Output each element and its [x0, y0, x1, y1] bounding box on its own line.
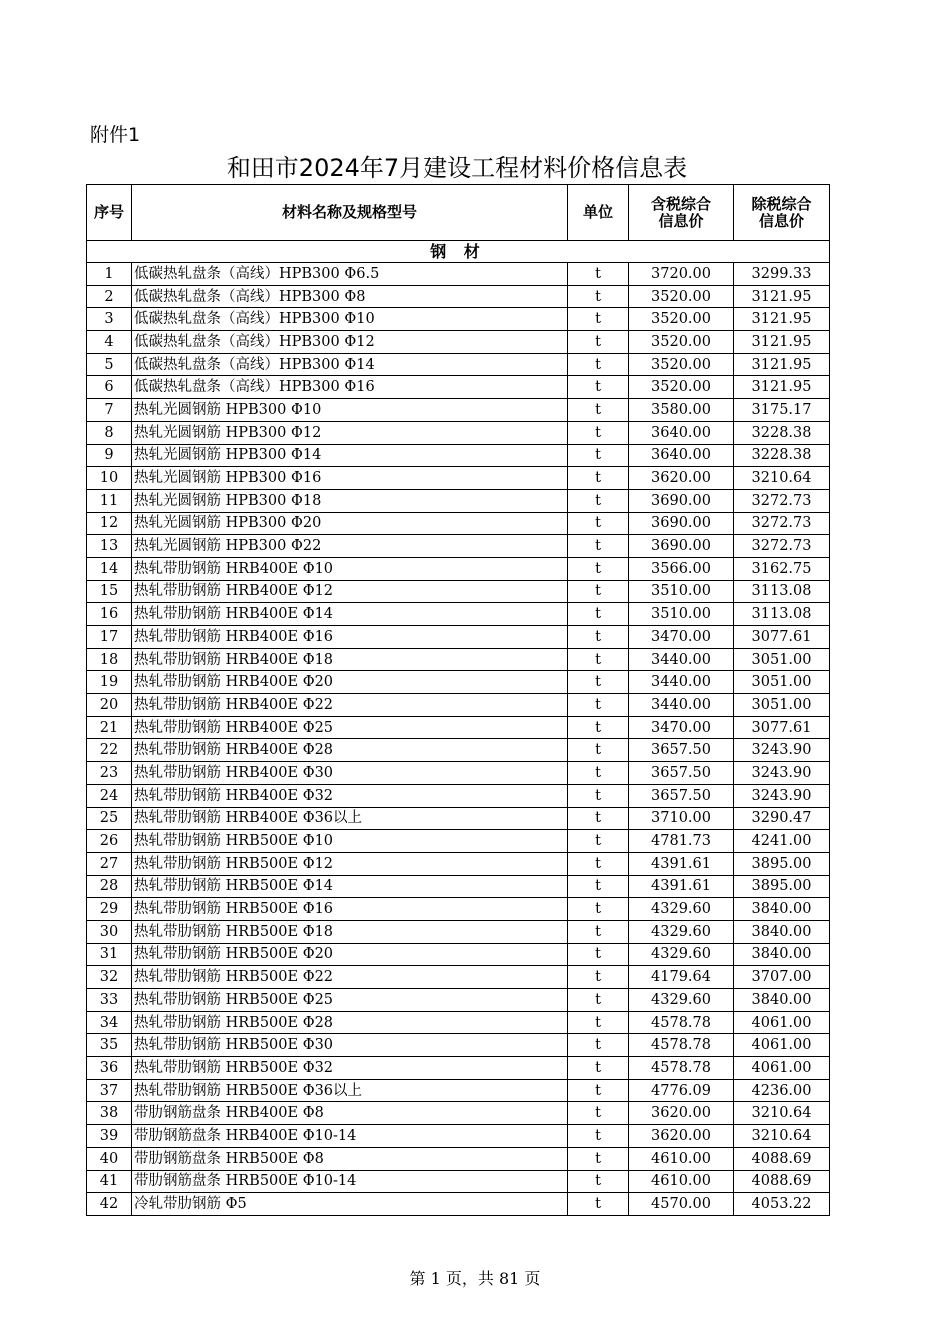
cell-no: 21 [87, 716, 132, 739]
table-row [87, 739, 830, 762]
table-row [87, 535, 830, 558]
cell-unit: t [568, 875, 629, 898]
cell-no: 34 [87, 1011, 132, 1034]
cell-name: 热轧带肋钢筋 HRB500E Φ10 [132, 830, 568, 853]
cell-unit: t [568, 762, 629, 785]
cell-price-notax: 3243.90 [734, 739, 830, 762]
cell-no: 38 [87, 1102, 132, 1125]
cell-unit: t [568, 444, 629, 467]
cell-price-notax: 3210.64 [734, 467, 830, 490]
cell-name: 热轧带肋钢筋 HRB400E Φ22 [132, 694, 568, 717]
column-header-price-tax [629, 185, 734, 241]
cell-price-notax: 3840.00 [734, 898, 830, 921]
column-header-price-notax-line1: 除税综合 [751, 194, 812, 213]
cell-unit: t [568, 1193, 629, 1216]
cell-name: 热轧带肋钢筋 HRB500E Φ16 [132, 898, 568, 921]
cell-price-notax: 4061.00 [734, 1034, 830, 1057]
cell-price-tax: 4578.78 [629, 1011, 734, 1034]
table-row [87, 285, 830, 308]
cell-name: 热轧带肋钢筋 HRB400E Φ10 [132, 557, 568, 580]
cell-name: 热轧光圆钢筋 HPB300 Φ20 [132, 512, 568, 535]
table-row [87, 1011, 830, 1034]
cell-name: 带肋钢筋盘条 HRB500E Φ10-14 [132, 1170, 568, 1193]
cell-unit: t [568, 331, 629, 354]
cell-no: 10 [87, 467, 132, 490]
cell-no: 7 [87, 399, 132, 422]
cell-unit: t [568, 512, 629, 535]
cell-price-tax: 4329.60 [629, 920, 734, 943]
cell-name: 低碳热轧盘条（高线）HPB300 Φ6.5 [132, 263, 568, 286]
cell-price-tax: 3620.00 [629, 467, 734, 490]
cell-price-notax: 4241.00 [734, 830, 830, 853]
cell-no: 36 [87, 1057, 132, 1080]
cell-no: 1 [87, 263, 132, 286]
cell-price-notax: 3077.61 [734, 626, 830, 649]
table-row [87, 1102, 830, 1125]
cell-unit: t [568, 603, 629, 626]
cell-no: 13 [87, 535, 132, 558]
cell-unit: t [568, 467, 629, 490]
cell-price-notax: 4061.00 [734, 1011, 830, 1034]
cell-no: 41 [87, 1170, 132, 1193]
table-row [87, 421, 830, 444]
cell-unit: t [568, 1170, 629, 1193]
cell-price-tax: 3520.00 [629, 308, 734, 331]
cell-price-tax: 4391.61 [629, 852, 734, 875]
cell-no: 23 [87, 762, 132, 785]
cell-no: 8 [87, 421, 132, 444]
column-header-name: 材料名称及规格型号 [132, 185, 568, 241]
cell-no: 40 [87, 1147, 132, 1170]
cell-price-notax: 4053.22 [734, 1193, 830, 1216]
cell-price-tax: 3566.00 [629, 557, 734, 580]
column-header-price-notax-line2: 信息价 [758, 211, 804, 230]
cell-price-notax: 3243.90 [734, 784, 830, 807]
cell-unit: t [568, 626, 629, 649]
cell-no: 3 [87, 308, 132, 331]
cell-name: 带肋钢筋盘条 HRB500E Φ8 [132, 1147, 568, 1170]
cell-unit: t [568, 1079, 629, 1102]
cell-price-tax: 4570.00 [629, 1193, 734, 1216]
cell-unit: t [568, 1102, 629, 1125]
cell-unit: t [568, 920, 629, 943]
cell-no: 17 [87, 626, 132, 649]
cell-no: 27 [87, 852, 132, 875]
page-title: 和田市2024年7月建设工程材料价格信息表 [226, 154, 688, 182]
cell-price-tax: 4578.78 [629, 1034, 734, 1057]
table-row [87, 489, 830, 512]
cell-price-notax: 3895.00 [734, 852, 830, 875]
cell-price-tax: 3620.00 [629, 1102, 734, 1125]
table-row [87, 263, 830, 286]
cell-price-tax: 4329.60 [629, 943, 734, 966]
table-row [87, 920, 830, 943]
cell-price-tax: 4781.73 [629, 830, 734, 853]
cell-name: 低碳热轧盘条（高线）HPB300 Φ8 [132, 285, 568, 308]
cell-price-notax: 3210.64 [734, 1125, 830, 1148]
cell-price-tax: 3657.50 [629, 762, 734, 785]
cell-price-notax: 3210.64 [734, 1102, 830, 1125]
cell-no: 4 [87, 331, 132, 354]
cell-price-tax: 3440.00 [629, 671, 734, 694]
table-row [87, 399, 830, 422]
cell-name: 热轧带肋钢筋 HRB500E Φ18 [132, 920, 568, 943]
cell-name: 热轧带肋钢筋 HRB400E Φ12 [132, 580, 568, 603]
cell-price-tax: 3580.00 [629, 399, 734, 422]
table-row [87, 716, 830, 739]
cell-no: 14 [87, 557, 132, 580]
cell-price-tax: 3470.00 [629, 716, 734, 739]
cell-price-notax: 4061.00 [734, 1057, 830, 1080]
cell-price-tax: 4179.64 [629, 966, 734, 989]
cell-unit: t [568, 830, 629, 853]
column-header-no: 序号 [87, 185, 132, 241]
table-row [87, 943, 830, 966]
table-row [87, 1147, 830, 1170]
cell-no: 28 [87, 875, 132, 898]
cell-price-notax: 3077.61 [734, 716, 830, 739]
cell-unit: t [568, 1057, 629, 1080]
cell-name: 热轧带肋钢筋 HRB400E Φ14 [132, 603, 568, 626]
table-row [87, 1170, 830, 1193]
cell-no: 32 [87, 966, 132, 989]
cell-price-tax: 3510.00 [629, 580, 734, 603]
cell-name: 热轧带肋钢筋 HRB400E Φ18 [132, 648, 568, 671]
table-row [87, 830, 830, 853]
cell-unit: t [568, 989, 629, 1012]
table-row [87, 331, 830, 354]
cell-price-notax: 3175.17 [734, 399, 830, 422]
cell-unit: t [568, 671, 629, 694]
cell-name: 热轧带肋钢筋 HRB500E Φ20 [132, 943, 568, 966]
cell-price-notax: 3121.95 [734, 331, 830, 354]
cell-name: 热轧带肋钢筋 HRB400E Φ16 [132, 626, 568, 649]
cell-name: 热轧带肋钢筋 HRB400E Φ30 [132, 762, 568, 785]
cell-no: 25 [87, 807, 132, 830]
section-title: 钢 材 [87, 241, 830, 263]
cell-price-notax: 4236.00 [734, 1079, 830, 1102]
cell-no: 31 [87, 943, 132, 966]
cell-price-tax: 3657.50 [629, 739, 734, 762]
cell-name: 热轧光圆钢筋 HPB300 Φ22 [132, 535, 568, 558]
cell-unit: t [568, 943, 629, 966]
cell-name: 带肋钢筋盘条 HRB400E Φ8 [132, 1102, 568, 1125]
cell-name: 热轧光圆钢筋 HPB300 Φ18 [132, 489, 568, 512]
cell-price-notax: 3121.95 [734, 308, 830, 331]
table-row [87, 512, 830, 535]
cell-price-notax: 3272.73 [734, 489, 830, 512]
cell-price-tax: 3720.00 [629, 263, 734, 286]
cell-name: 热轧光圆钢筋 HPB300 Φ10 [132, 399, 568, 422]
cell-price-notax: 3272.73 [734, 512, 830, 535]
cell-no: 22 [87, 739, 132, 762]
cell-no: 5 [87, 353, 132, 376]
cell-unit: t [568, 580, 629, 603]
cell-unit: t [568, 421, 629, 444]
cell-price-tax: 3470.00 [629, 626, 734, 649]
attachment-label: 附件1 [90, 124, 141, 146]
table-row [87, 898, 830, 921]
cell-unit: t [568, 966, 629, 989]
cell-unit: t [568, 716, 629, 739]
cell-unit: t [568, 399, 629, 422]
cell-name: 低碳热轧盘条（高线）HPB300 Φ10 [132, 308, 568, 331]
table-row [87, 603, 830, 626]
cell-price-tax: 3690.00 [629, 512, 734, 535]
cell-name: 低碳热轧盘条（高线）HPB300 Φ14 [132, 353, 568, 376]
cell-price-notax: 3051.00 [734, 694, 830, 717]
cell-price-notax: 3895.00 [734, 875, 830, 898]
cell-price-tax: 3640.00 [629, 421, 734, 444]
cell-price-tax: 4329.60 [629, 898, 734, 921]
column-header-price-notax [734, 185, 830, 241]
cell-price-tax: 3520.00 [629, 285, 734, 308]
cell-price-tax: 3520.00 [629, 353, 734, 376]
cell-price-notax: 3840.00 [734, 943, 830, 966]
cell-unit: t [568, 1125, 629, 1148]
cell-price-notax: 3228.38 [734, 421, 830, 444]
cell-unit: t [568, 285, 629, 308]
table-row [87, 557, 830, 580]
cell-unit: t [568, 852, 629, 875]
cell-price-tax: 4578.78 [629, 1057, 734, 1080]
cell-price-notax: 3121.95 [734, 285, 830, 308]
cell-unit: t [568, 694, 629, 717]
cell-no: 15 [87, 580, 132, 603]
table-row [87, 852, 830, 875]
cell-unit: t [568, 1034, 629, 1057]
cell-unit: t [568, 1011, 629, 1034]
cell-name: 热轧带肋钢筋 HRB500E Φ28 [132, 1011, 568, 1034]
cell-unit: t [568, 739, 629, 762]
cell-price-tax: 3440.00 [629, 648, 734, 671]
cell-price-tax: 3510.00 [629, 603, 734, 626]
cell-no: 33 [87, 989, 132, 1012]
column-header-price-tax-line2: 信息价 [658, 211, 704, 230]
cell-price-tax: 3710.00 [629, 807, 734, 830]
table-row [87, 989, 830, 1012]
cell-unit: t [568, 807, 629, 830]
cell-no: 12 [87, 512, 132, 535]
cell-price-notax: 3121.95 [734, 376, 830, 399]
cell-price-notax: 3051.00 [734, 671, 830, 694]
price-table [86, 184, 830, 1216]
table-row [87, 580, 830, 603]
cell-unit: t [568, 489, 629, 512]
table-row [87, 376, 830, 399]
cell-price-notax: 3228.38 [734, 444, 830, 467]
cell-price-tax: 4776.09 [629, 1079, 734, 1102]
page-footer: 第 1 页，共 81 页 [409, 1269, 541, 1288]
cell-price-notax: 3299.33 [734, 263, 830, 286]
cell-price-notax: 3272.73 [734, 535, 830, 558]
cell-unit: t [568, 784, 629, 807]
column-header-price-tax-line1: 含税综合 [650, 194, 711, 213]
cell-name: 热轧带肋钢筋 HRB500E Φ36以上 [132, 1079, 568, 1102]
table-row [87, 648, 830, 671]
table-row [87, 626, 830, 649]
cell-no: 37 [87, 1079, 132, 1102]
table-row [87, 444, 830, 467]
cell-no: 11 [87, 489, 132, 512]
cell-unit: t [568, 308, 629, 331]
cell-price-notax: 4088.69 [734, 1170, 830, 1193]
table-row [87, 308, 830, 331]
cell-price-notax: 3121.95 [734, 353, 830, 376]
cell-price-tax: 4610.00 [629, 1170, 734, 1193]
section-row [87, 241, 830, 263]
cell-unit: t [568, 898, 629, 921]
cell-name: 热轧带肋钢筋 HRB400E Φ36以上 [132, 807, 568, 830]
cell-no: 24 [87, 784, 132, 807]
cell-no: 35 [87, 1034, 132, 1057]
cell-unit: t [568, 1147, 629, 1170]
cell-no: 29 [87, 898, 132, 921]
table-row [87, 1034, 830, 1057]
cell-name: 热轧带肋钢筋 HRB500E Φ22 [132, 966, 568, 989]
table-row [87, 966, 830, 989]
cell-unit: t [568, 376, 629, 399]
cell-no: 9 [87, 444, 132, 467]
cell-price-tax: 4610.00 [629, 1147, 734, 1170]
cell-price-tax: 4391.61 [629, 875, 734, 898]
cell-name: 带肋钢筋盘条 HRB400E Φ10-14 [132, 1125, 568, 1148]
cell-price-tax: 3657.50 [629, 784, 734, 807]
cell-name: 热轧带肋钢筋 HRB500E Φ12 [132, 852, 568, 875]
cell-no: 2 [87, 285, 132, 308]
cell-unit: t [568, 557, 629, 580]
cell-name: 低碳热轧盘条（高线）HPB300 Φ16 [132, 376, 568, 399]
table-row [87, 1079, 830, 1102]
cell-unit: t [568, 535, 629, 558]
cell-no: 6 [87, 376, 132, 399]
cell-price-notax: 3840.00 [734, 920, 830, 943]
table-row [87, 353, 830, 376]
cell-no: 16 [87, 603, 132, 626]
cell-no: 42 [87, 1193, 132, 1216]
cell-price-tax: 3690.00 [629, 489, 734, 512]
table-row [87, 807, 830, 830]
cell-price-tax: 3440.00 [629, 694, 734, 717]
table-row [87, 762, 830, 785]
cell-price-tax: 3520.00 [629, 331, 734, 354]
cell-no: 30 [87, 920, 132, 943]
cell-price-notax: 3162.75 [734, 557, 830, 580]
cell-name: 低碳热轧盘条（高线）HPB300 Φ12 [132, 331, 568, 354]
table-header-row [87, 185, 830, 241]
cell-name: 热轧带肋钢筋 HRB500E Φ25 [132, 989, 568, 1012]
cell-price-notax: 3051.00 [734, 648, 830, 671]
cell-name: 热轧带肋钢筋 HRB500E Φ30 [132, 1034, 568, 1057]
table-row [87, 467, 830, 490]
table-row [87, 1125, 830, 1148]
cell-no: 19 [87, 671, 132, 694]
cell-price-notax: 3840.00 [734, 989, 830, 1012]
cell-name: 热轧光圆钢筋 HPB300 Φ12 [132, 421, 568, 444]
table-row [87, 875, 830, 898]
cell-no: 26 [87, 830, 132, 853]
cell-unit: t [568, 648, 629, 671]
cell-price-tax: 3620.00 [629, 1125, 734, 1148]
table-row [87, 1057, 830, 1080]
table-row [87, 1193, 830, 1216]
cell-name: 热轧带肋钢筋 HRB500E Φ32 [132, 1057, 568, 1080]
cell-no: 20 [87, 694, 132, 717]
cell-price-notax: 3113.08 [734, 603, 830, 626]
table-row [87, 671, 830, 694]
cell-name: 热轧带肋钢筋 HRB400E Φ20 [132, 671, 568, 694]
cell-price-notax: 4088.69 [734, 1147, 830, 1170]
cell-name: 热轧带肋钢筋 HRB500E Φ14 [132, 875, 568, 898]
cell-unit: t [568, 263, 629, 286]
cell-price-notax: 3290.47 [734, 807, 830, 830]
cell-price-notax: 3113.08 [734, 580, 830, 603]
cell-name: 热轧带肋钢筋 HRB400E Φ28 [132, 739, 568, 762]
cell-no: 39 [87, 1125, 132, 1148]
cell-name: 热轧带肋钢筋 HRB400E Φ25 [132, 716, 568, 739]
cell-price-tax: 3690.00 [629, 535, 734, 558]
cell-price-tax: 4329.60 [629, 989, 734, 1012]
cell-unit: t [568, 353, 629, 376]
cell-no: 18 [87, 648, 132, 671]
cell-name: 冷轧带肋钢筋 Φ5 [132, 1193, 568, 1216]
cell-name: 热轧光圆钢筋 HPB300 Φ14 [132, 444, 568, 467]
cell-price-notax: 3707.00 [734, 966, 830, 989]
cell-price-notax: 3243.90 [734, 762, 830, 785]
cell-name: 热轧带肋钢筋 HRB400E Φ32 [132, 784, 568, 807]
column-header-unit: 单位 [568, 185, 629, 241]
table-row [87, 694, 830, 717]
cell-name: 热轧光圆钢筋 HPB300 Φ16 [132, 467, 568, 490]
table-row [87, 784, 830, 807]
cell-price-tax: 3640.00 [629, 444, 734, 467]
cell-price-tax: 3520.00 [629, 376, 734, 399]
